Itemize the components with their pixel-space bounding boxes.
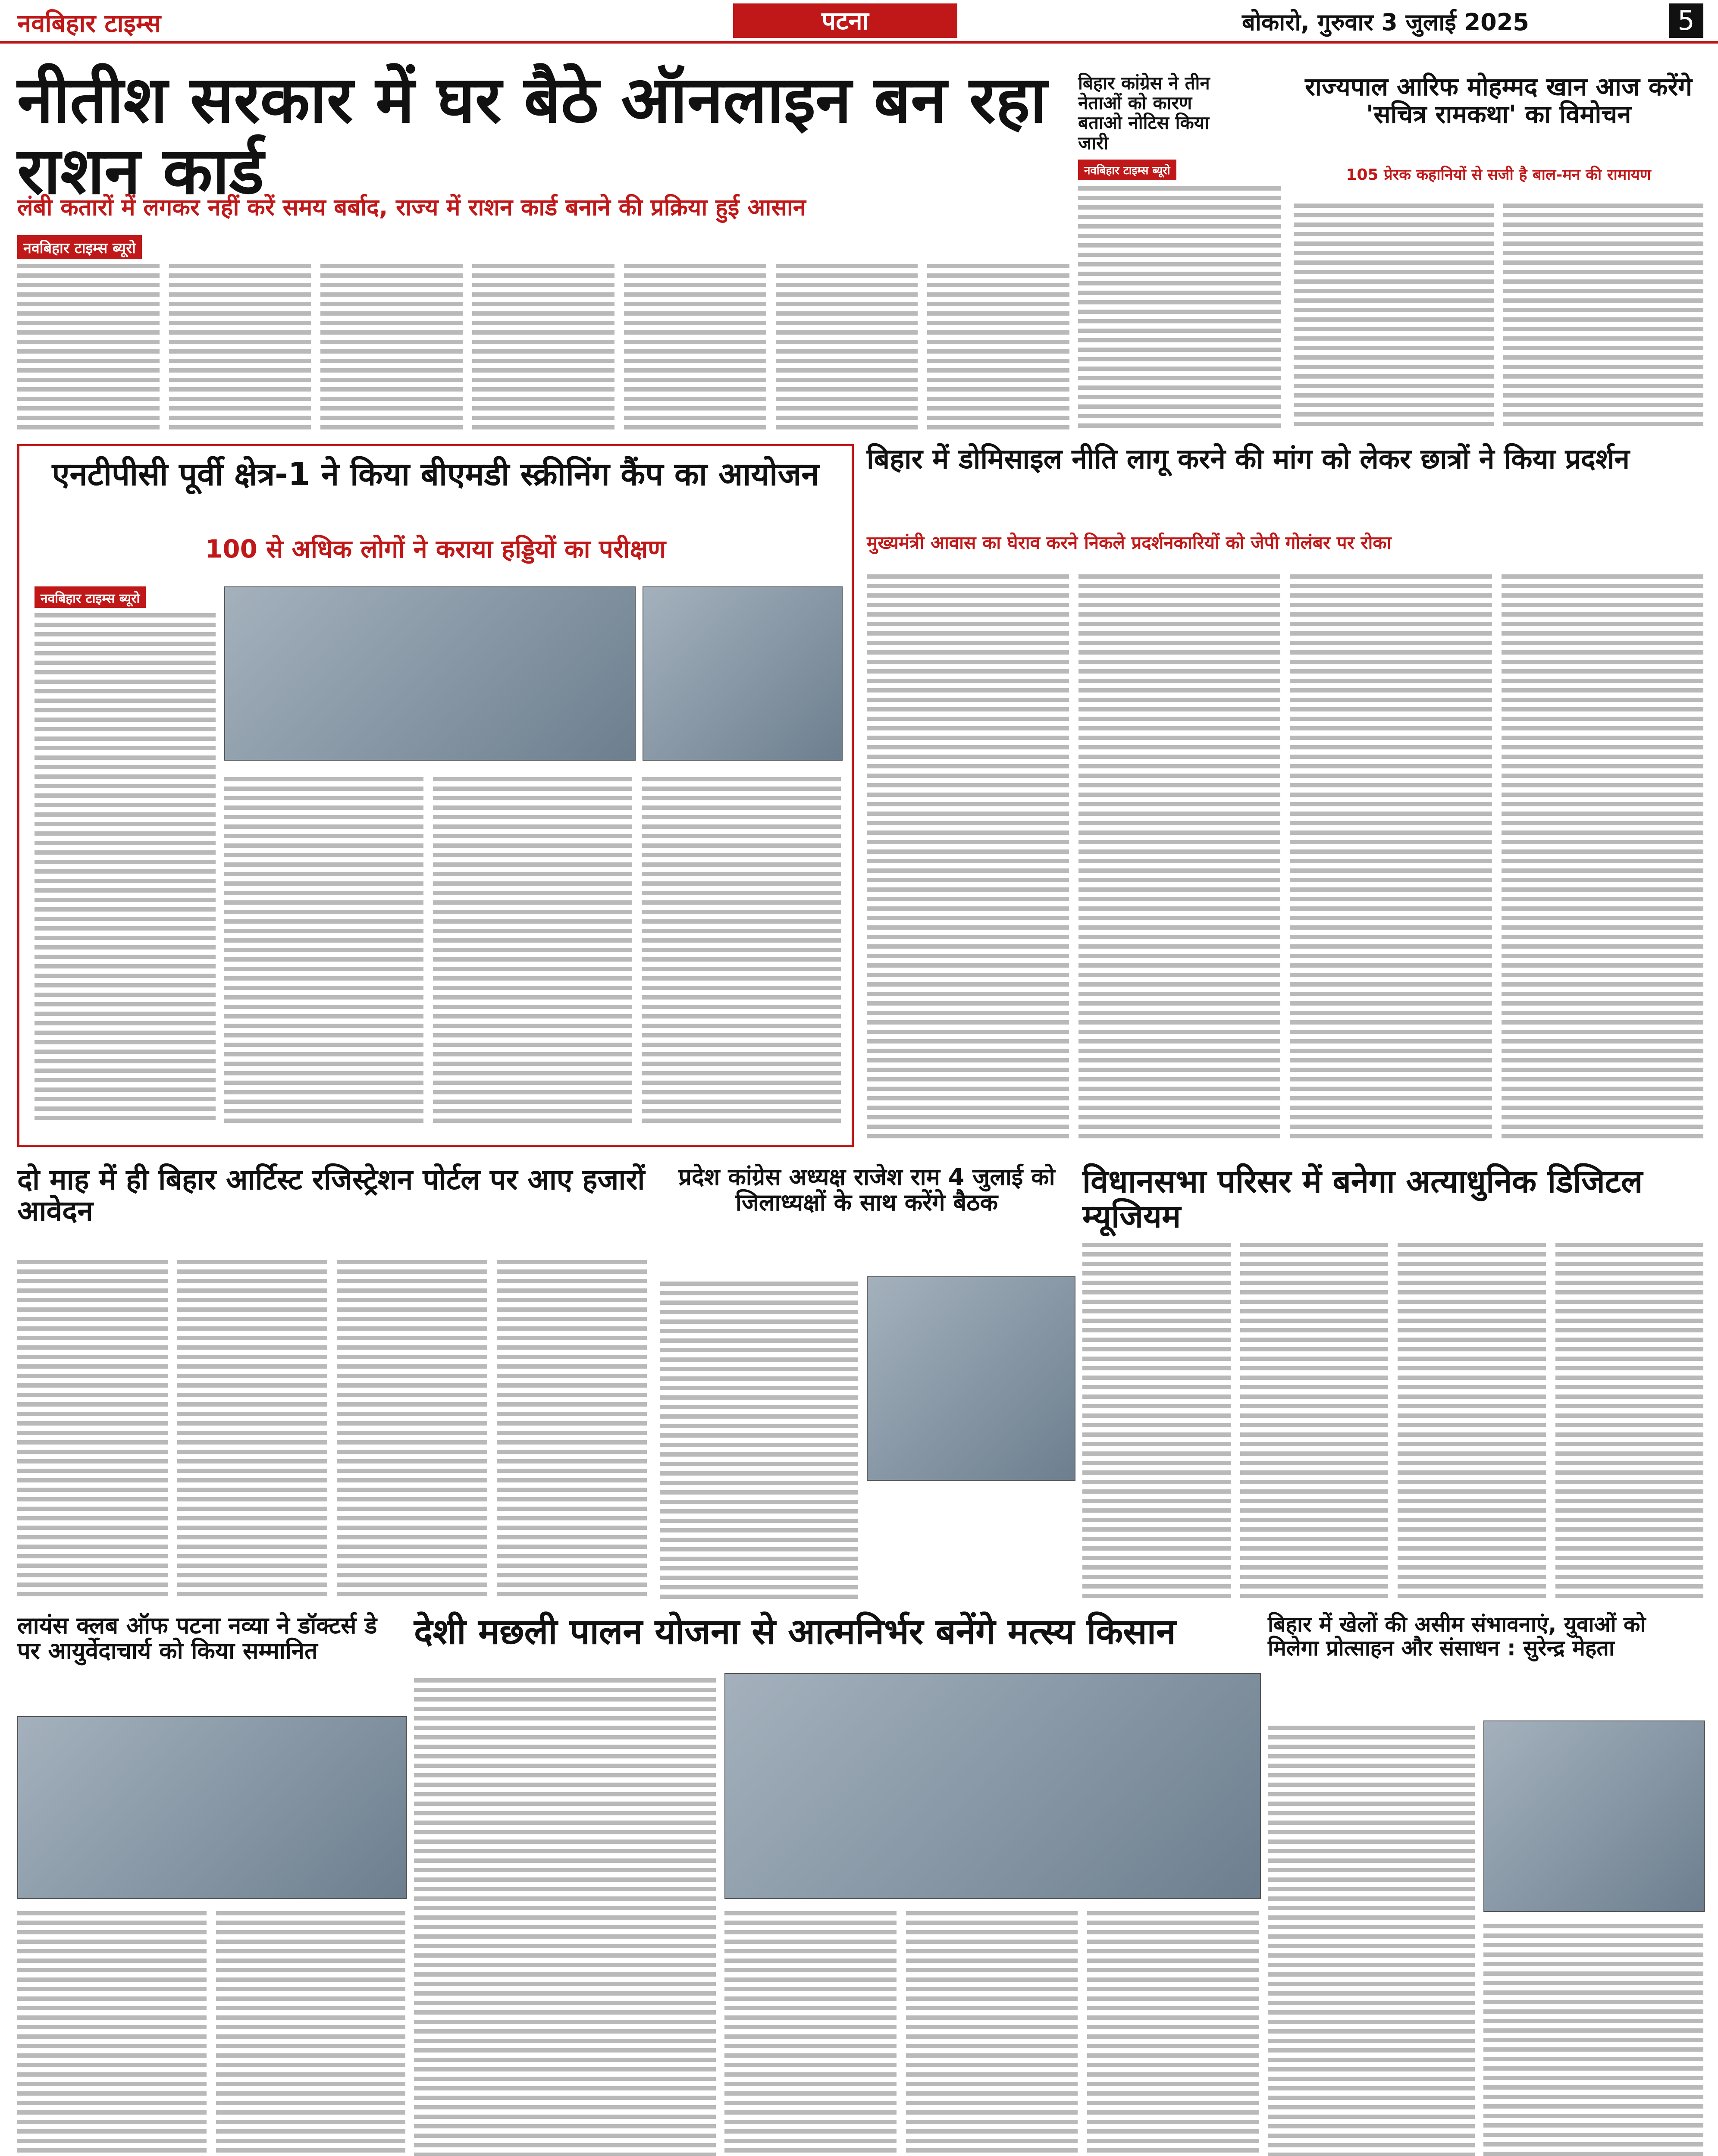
story-headline: एनटीपीसी पूर्वी क्षेत्र-1 ने किया बीएमडी स्क्रीनिंग कैंप का आयोजन xyxy=(52,456,819,493)
story-headline: राज्यपाल आरिफ मोहम्मद खान आज करेंगे 'सचित्र रामकथा' का विमोचन xyxy=(1305,72,1692,129)
text-column xyxy=(624,259,766,431)
story-subheadline: 105 प्रेरक कहानियों से सजी है बाल-मन की रामायण xyxy=(1346,166,1651,184)
story-body xyxy=(1294,198,1703,431)
newspaper-brand: नवबिहार टाइम्स xyxy=(17,9,161,38)
text-column xyxy=(17,259,160,431)
news-photo xyxy=(1483,1720,1705,1912)
text-column xyxy=(337,1255,487,1600)
story-headline: बिहार कांग्रेस ने तीन नेताओं को कारण बताओ नोटिस किया जारी xyxy=(1078,72,1210,154)
news-photo xyxy=(17,1716,407,1899)
text-column xyxy=(497,1255,647,1600)
text-column xyxy=(1503,198,1703,431)
text-column xyxy=(1290,569,1492,1143)
story-body xyxy=(1483,1919,1703,2156)
story-body xyxy=(414,1673,716,2156)
news-photo xyxy=(643,586,843,761)
story-body xyxy=(867,569,1703,1143)
story-headline: देशी मछली पालन योजना से आत्मनिर्भर बनेंगे मत्स्य किसान xyxy=(414,1611,1176,1652)
text-column xyxy=(1078,569,1281,1143)
text-column xyxy=(906,1906,1078,2156)
text-column xyxy=(17,1906,207,2156)
text-column xyxy=(1294,198,1494,431)
text-column xyxy=(320,259,463,431)
text-column xyxy=(1502,569,1704,1143)
news-photo xyxy=(724,1673,1261,1899)
text-column xyxy=(867,569,1069,1143)
news-photo xyxy=(224,586,636,761)
text-column xyxy=(927,259,1069,431)
story-body xyxy=(660,1276,858,1600)
text-column xyxy=(776,259,918,431)
text-column xyxy=(1555,1238,1704,1600)
text-column xyxy=(1240,1238,1389,1600)
text-column xyxy=(169,259,311,431)
story-byline: नवबिहार टाइम्स ब्यूरो xyxy=(34,586,146,609)
text-column xyxy=(472,259,614,431)
story-body xyxy=(34,608,216,1125)
text-column xyxy=(642,772,841,1125)
story-body xyxy=(224,772,841,1125)
portrait-photo xyxy=(867,1276,1075,1481)
story-body xyxy=(1082,1238,1703,1600)
lead-byline: नवबिहार टाइम्स ब्यूरो xyxy=(17,235,142,260)
page-number: 5 xyxy=(1669,3,1703,38)
story-body xyxy=(17,1255,647,1600)
story-body xyxy=(724,1906,1259,2156)
dateline: बोकारो, गुरुवार 3 जुलाई 2025 xyxy=(1242,9,1529,36)
text-column xyxy=(224,772,423,1125)
story-headline: दो माह में ही बिहार आर्टिस्ट रजिस्ट्रेशन पोर्टल पर आए हजारों आवेदन xyxy=(17,1163,645,1228)
text-column xyxy=(177,1255,328,1600)
text-column xyxy=(1082,1238,1231,1600)
lead-body xyxy=(17,259,1069,431)
section-label: पटना xyxy=(733,3,957,38)
story-byline: नवबिहार टाइम्स ब्यूरो xyxy=(1078,160,1176,180)
story-headline: विधानसभा परिसर में बनेगा अत्याधुनिक डिजिटल म्यूजियम xyxy=(1082,1163,1643,1235)
story-headline: प्रदेश कांग्रेस अध्यक्ष राजेश राम 4 जुलाई को जिलाध्यक्षों के साथ करेंगे बैठक xyxy=(678,1163,1055,1216)
story-subheadline: मुख्यमंत्री आवास का घेराव करने निकले प्रदर्शनकारियों को जेपी गोलंबर पर रोका xyxy=(867,532,1392,553)
story-headline: बिहार में खेलों की असीम संभावनाएं, युवाओं को मिलेगा प्रोत्साहन और संसाधन : सुरेन्द्र मेहता xyxy=(1268,1612,1646,1661)
story-body xyxy=(1078,181,1281,431)
lead-headline: नीतीश सरकार में घर बैठे ऑनलाइन बन रहा राशन कार्ड xyxy=(17,63,1047,209)
story-headline: लायंस क्लब ऑफ पटना नव्या ने डॉक्टर्स डे पर आयुर्वेदाचार्य को किया सम्मानित xyxy=(17,1612,377,1665)
text-column xyxy=(216,1906,405,2156)
text-column xyxy=(17,1255,168,1600)
lead-subheadline: लंबी कतारों में लगकर नहीं करें समय बर्बाद, राज्य में राशन कार्ड बनाने की प्रक्रिया हुई आसान xyxy=(17,194,806,221)
story-body xyxy=(1268,1720,1475,2156)
text-column xyxy=(1398,1238,1546,1600)
story-headline: बिहार में डोमिसाइल नीति लागू करने की मांग को लेकर छात्रों ने किया प्रदर्शन xyxy=(867,443,1630,475)
story-body xyxy=(17,1906,405,2156)
text-column xyxy=(724,1906,897,2156)
text-column xyxy=(433,772,632,1125)
story-subheadline: 100 से अधिक लोगों ने कराया हड्डियों का परीक्षण xyxy=(205,534,666,564)
text-column xyxy=(1087,1906,1259,2156)
